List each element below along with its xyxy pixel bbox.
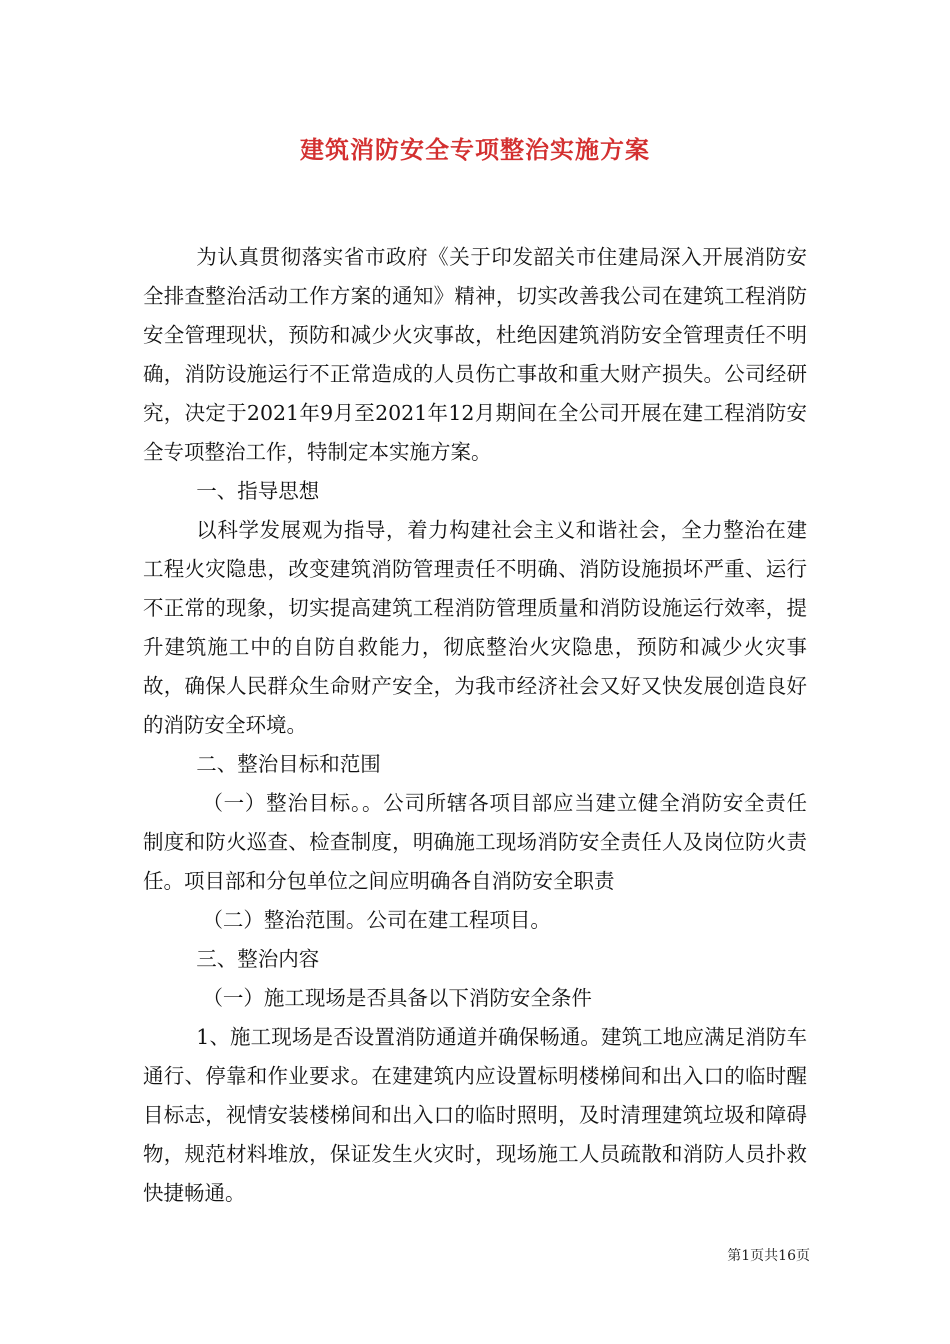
document-title: 建筑消防安全专项整治实施方案 — [300, 135, 650, 164]
intro-paragraph: 为认真贯彻落实省市政府《关于印发韶关市住建局深入开展消防安全排查整治活动工作方案的通知》精神，切实改善我公司在建筑工程消防安全管理现状，预防和减少火灾事故，杜绝因建筑消防安全管理责任不明确，消防设施运行不正常造成的人员伤亡事故和重大财产损失。公司经研究，决定于2021年9月至2021年12月期间在全公司开展在建工程消防安全专项整治工作，特制定本实施方案。 — [143, 245, 807, 464]
document-body — [143, 238, 807, 1213]
item-1-paragraph: 1、施工现场是否设置消防通道并确保畅通。建筑工地应满足消防车通行、停靠和作业要求。在建建筑内应设置标明楼梯间和出入口的临时醒目标志，视情安装楼梯间和出入口的临时照明，及时清理建筑垃圾和障碍物，规范材料堆放，保证发生火灾时，现场施工人员疏散和消防人员扑救快捷畅通。 — [143, 1025, 807, 1205]
scope-paragraph: （二）整治范围。公司在建工程项目。 — [202, 908, 551, 932]
section-heading-guiding-ideology: 一、指导思想 — [196, 479, 320, 503]
subsection-heading-conditions: （一）施工现场是否具备以下消防安全条件 — [202, 986, 592, 1010]
section-heading-goals-scope: 二、整治目标和范围 — [196, 752, 381, 776]
goals-paragraph: （一）整治目标。。公司所辖各项目部应当建立健全消防安全责任制度和防火巡查、检查制度，明确施工现场消防安全责任人及岗位防火责任。项目部和分包单位之间应明确各自消防安全职责 — [143, 791, 807, 893]
guiding-ideology-paragraph: 以科学发展观为指导，着力构建社会主义和谐社会，全力整治在建工程火灾隐患，改变建筑消防管理责任不明确、消防设施损坏严重、运行不正常的现象，切实提高建筑工程消防管理质量和消防设施运行效率，提升建筑施工中的自防自救能力，彻底整治火灾隐患，预防和减少火灾事故，确保人民群众生命财产安全，为我市经济社会又好又快发展创造良好的消防安全环境。 — [143, 518, 807, 737]
section-heading-content: 三、整治内容 — [196, 947, 320, 971]
page-number: 第1页共16页 — [727, 1248, 810, 1264]
